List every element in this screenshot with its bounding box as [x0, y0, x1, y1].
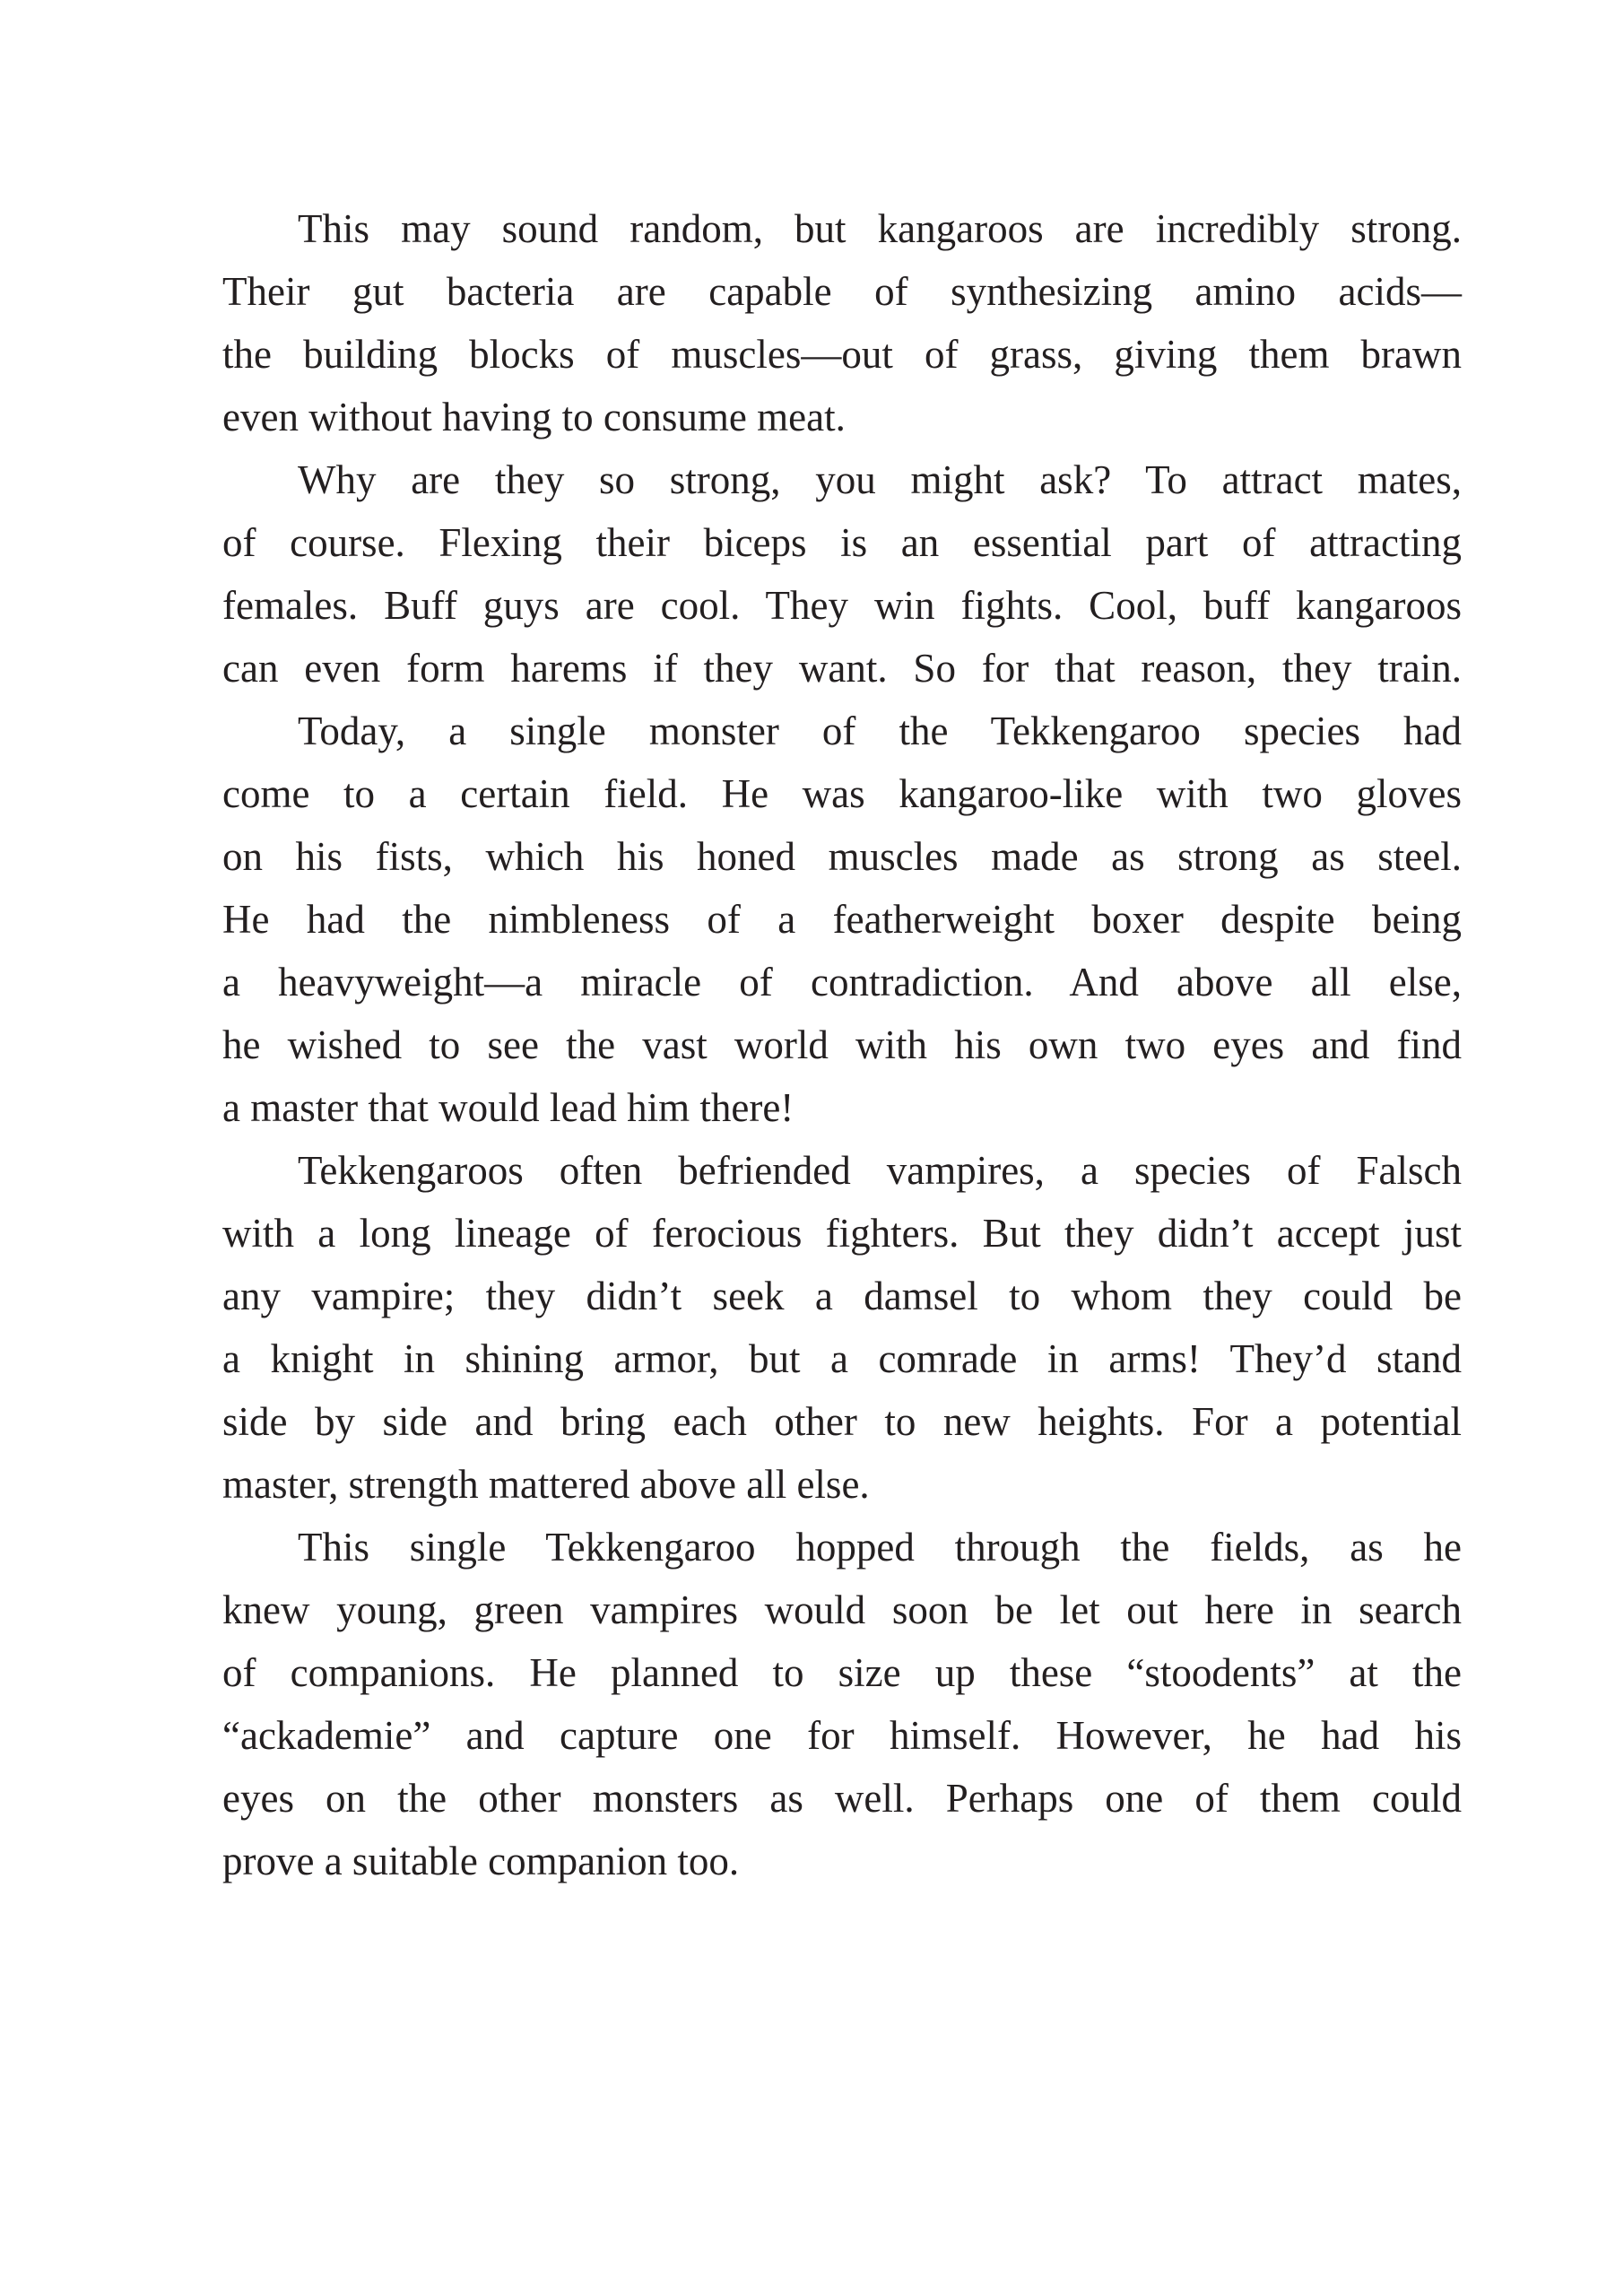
text-line: master, strength mattered above all else. — [222, 1462, 870, 1507]
text-line: a knight in shining armor, but a comrade in arms! They’d stand — [222, 1336, 1462, 1381]
text-line: a heavyweight—a miracle of contradiction. And above all else, — [222, 960, 1462, 1004]
body-text — [222, 197, 1462, 1892]
text-line: of course. Flexing their biceps is an essential part of attracting — [222, 520, 1462, 565]
paragraph-1 — [222, 197, 1462, 448]
text-line: “ackademie” and capture one for himself. However, he had his — [222, 1713, 1462, 1758]
paragraph-2 — [222, 448, 1462, 700]
text-line: of companions. He planned to size up these “stoodents” at the — [222, 1650, 1462, 1695]
text-line: any vampire; they didn’t seek a damsel to whom they could be — [222, 1274, 1462, 1318]
text-line: come to a certain field. He was kangaroo-like with two gloves — [222, 771, 1462, 816]
text-line: females. Buff guys are cool. They win fights. Cool, buff kangaroos — [222, 583, 1462, 628]
text-line: This single Tekkengaroo hopped through the fields, as he — [298, 1525, 1462, 1570]
text-line: the building blocks of muscles—out of grass, giving them brawn — [222, 332, 1462, 377]
paragraph-4 — [222, 1139, 1462, 1516]
text-line: He had the nimbleness of a featherweight boxer despite being — [222, 897, 1462, 942]
text-line: prove a suitable companion too. — [222, 1839, 740, 1883]
text-line: he wished to see the vast world with his own two eyes and find — [222, 1022, 1462, 1067]
paragraph-5 — [222, 1516, 1462, 1892]
text-line: Today, a single monster of the Tekkengaroo species had — [298, 709, 1462, 753]
paragraph-3 — [222, 700, 1462, 1139]
text-line: side by side and bring each other to new heights. For a potential — [222, 1399, 1462, 1444]
text-line: even without having to consume meat. — [222, 395, 846, 439]
text-line: with a long lineage of ferocious fighters. But they didn’t accept just — [222, 1211, 1462, 1256]
text-line: Tekkengaroos often befriended vampires, a species of Falsch — [298, 1148, 1462, 1193]
text-line: can even form harems if they want. So for that reason, they train. — [222, 646, 1462, 691]
text-line: eyes on the other monsters as well. Perhaps one of them could — [222, 1776, 1462, 1821]
text-line: on his fists, which his honed muscles made as strong as steel. — [222, 834, 1462, 879]
text-line: Why are they so strong, you might ask? To attract mates, — [298, 457, 1462, 502]
text-line: This may sound random, but kangaroos are incredibly strong. — [298, 206, 1462, 251]
text-line: a master that would lead him there! — [222, 1085, 794, 1130]
text-line: knew young, green vampires would soon be let out here in search — [222, 1587, 1462, 1632]
text-line: Their gut bacteria are capable of synthesizing amino acids— — [222, 269, 1462, 314]
